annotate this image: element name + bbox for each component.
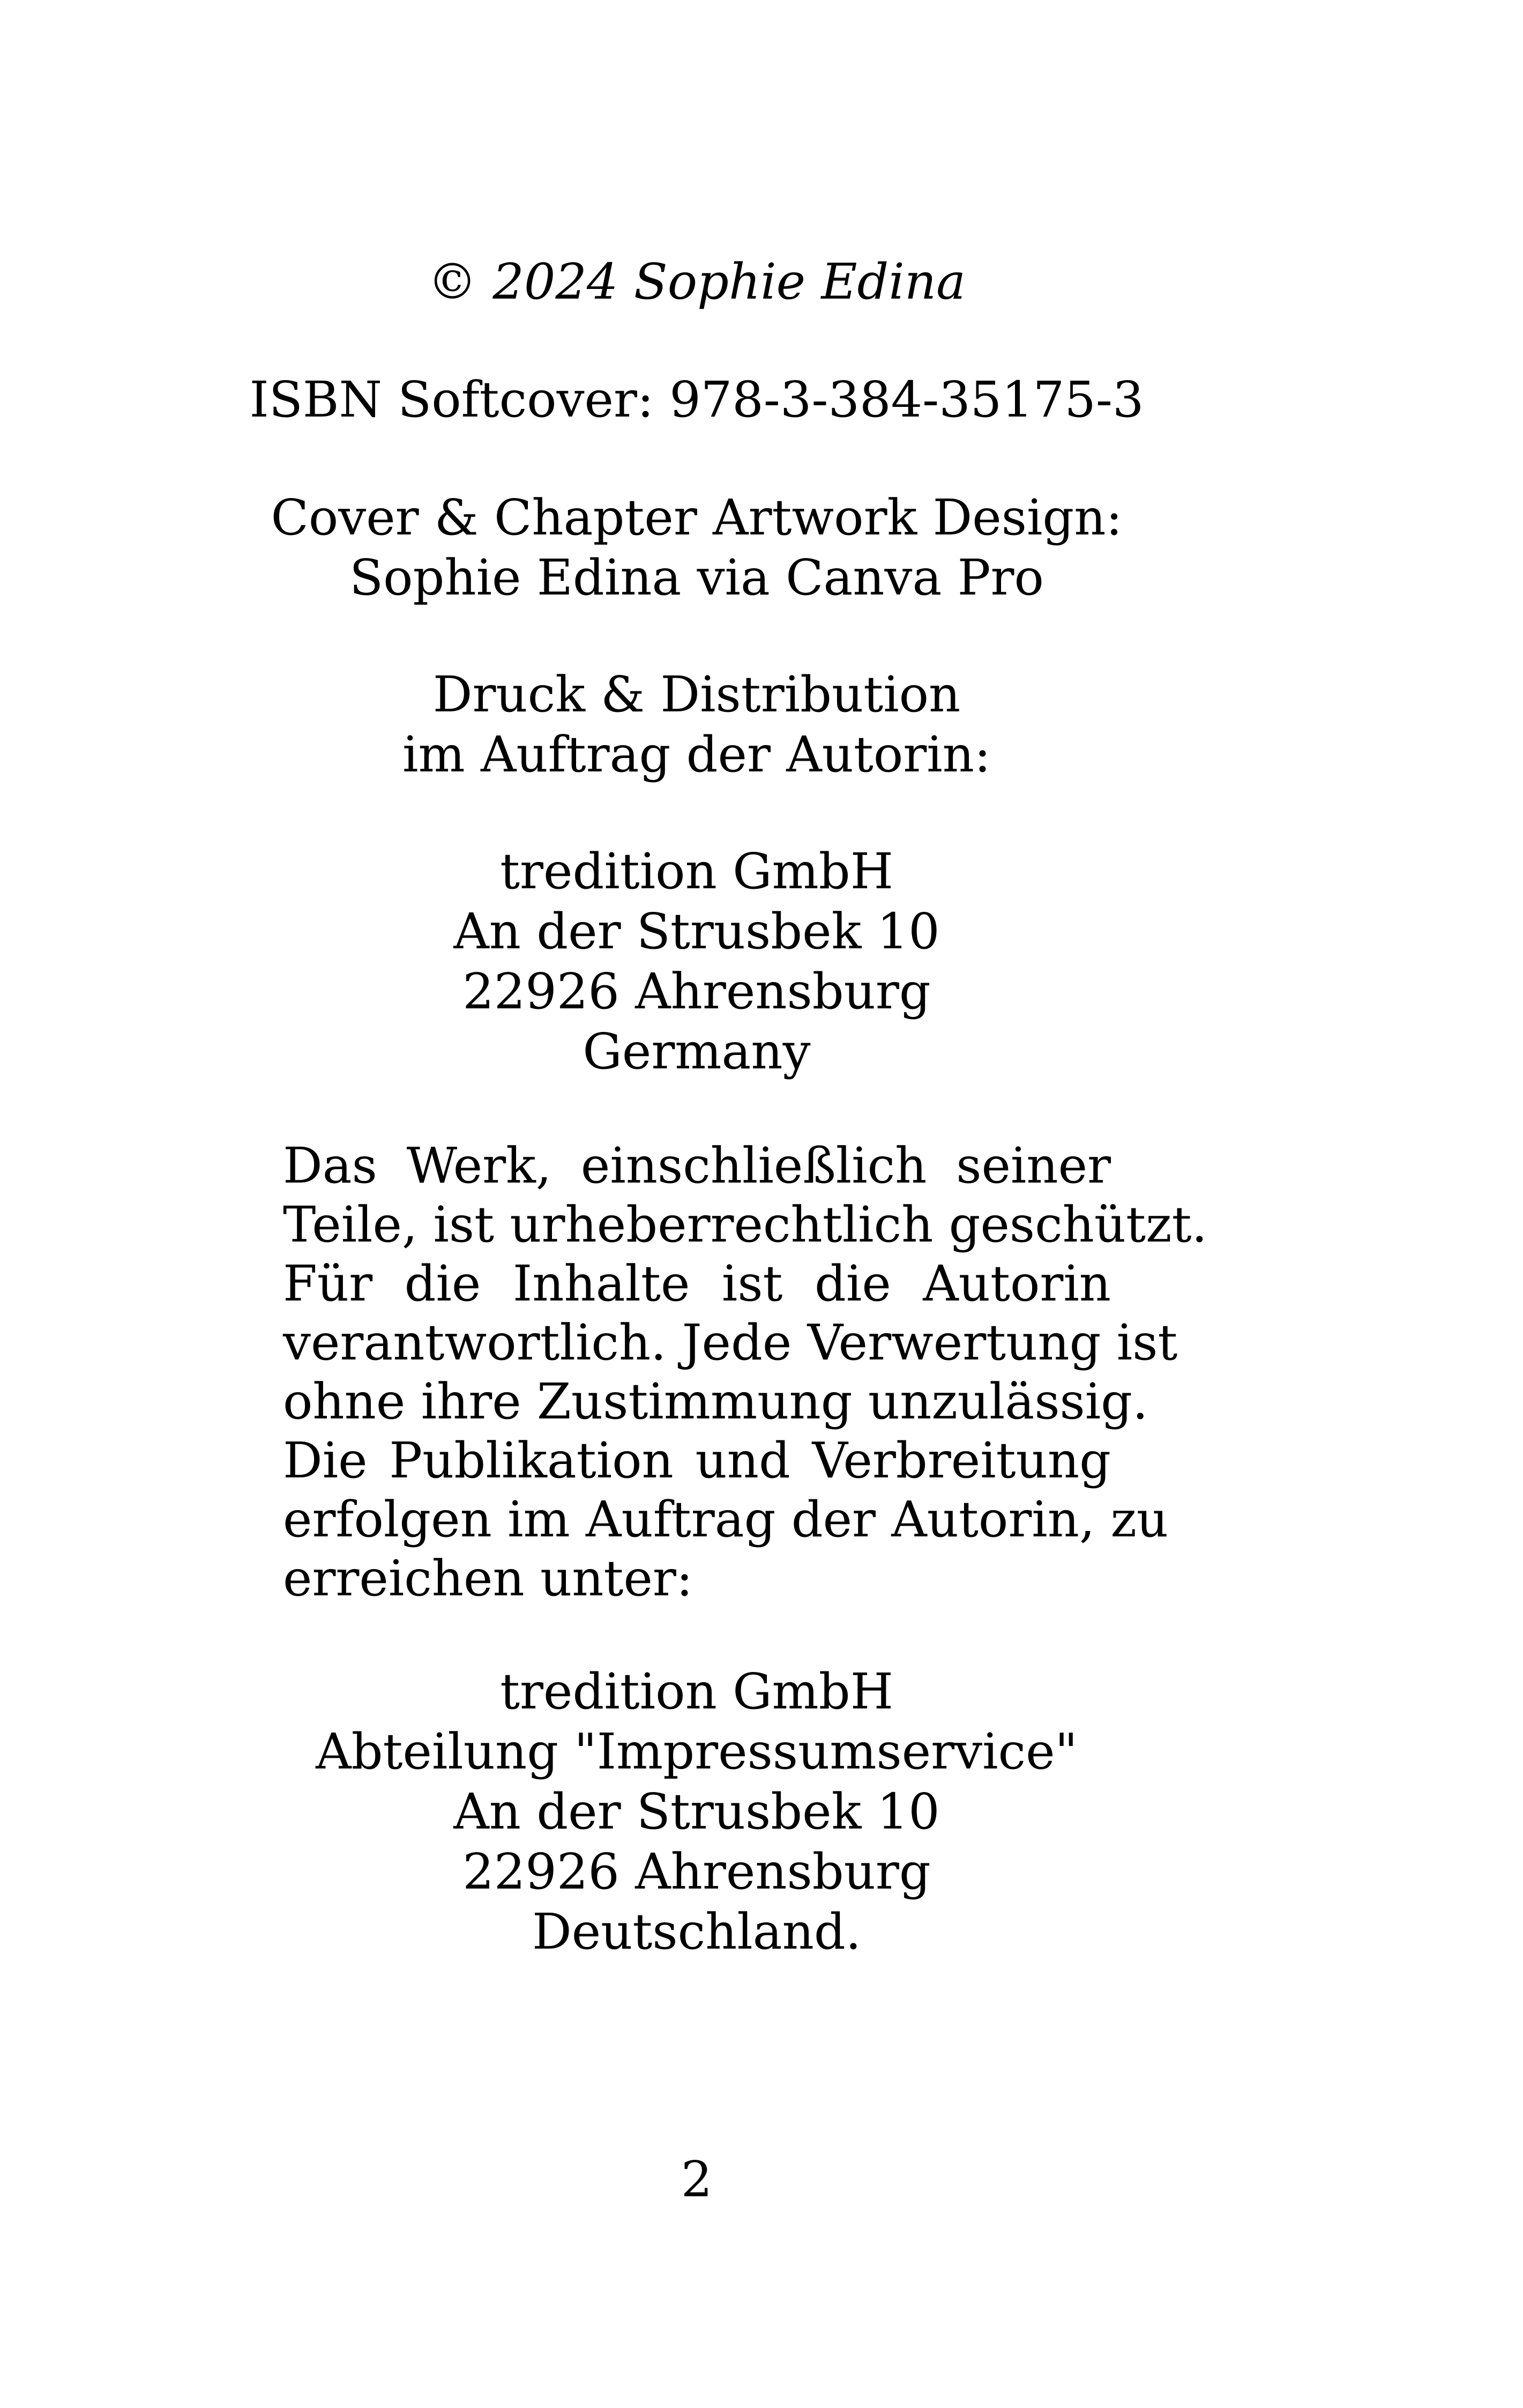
copyright-line xyxy=(0,252,1393,312)
imprint-city: 22926 Ahrensburg xyxy=(462,1843,931,1900)
publisher-city: 22926 Ahrensburg xyxy=(462,963,931,1020)
imprint-street: An der Strusbek 10 xyxy=(453,1783,940,1840)
cover-credit-line-1: Cover & Chapter Artwork Design: xyxy=(271,489,1123,546)
imprint-address xyxy=(0,1662,1393,1962)
legal-notice-line: Das Werk, einschließlich seiner xyxy=(283,1137,1111,1194)
legal-notice xyxy=(283,1136,1207,1608)
page-number: 2 xyxy=(681,2151,713,2208)
legal-notice-line: Teile, ist urheberrechtlich geschützt. xyxy=(283,1196,1207,1253)
isbn-text: ISBN Softcover: 978-3-384-35175-3 xyxy=(249,371,1144,428)
legal-notice-line: erfolgen im Auftrag der Autorin, zu xyxy=(283,1491,1169,1548)
copyright-symbol: © xyxy=(428,253,477,310)
isbn-line xyxy=(0,370,1393,430)
publisher-address xyxy=(0,842,1393,1082)
distribution-note xyxy=(0,665,1393,785)
legal-notice-line: Für die Inhalte ist die Autorin xyxy=(283,1255,1111,1312)
legal-notice-line: erreichen unter: xyxy=(283,1550,693,1607)
distribution-line-1: Druck & Distribution xyxy=(432,666,961,723)
cover-credit xyxy=(0,488,1393,608)
publisher-name: tredition GmbH xyxy=(500,843,893,900)
legal-notice-line: Die Publikation und Verbreitung xyxy=(283,1432,1111,1489)
cover-credit-line-2: Sophie Edina via Canva Pro xyxy=(349,549,1044,606)
legal-notice-line: verantwortlich. Jede Verwertung ist xyxy=(283,1314,1178,1371)
publisher-country: Germany xyxy=(583,1023,811,1080)
imprint-name: tredition GmbH xyxy=(500,1663,893,1720)
distribution-line-2: im Auftrag der Autorin: xyxy=(402,726,991,783)
legal-notice-line: ohne ihre Zustimmung unzulässig. xyxy=(283,1373,1148,1430)
copyright-text: 2024 Sophie Edina xyxy=(492,253,966,310)
imprint-country: Deutschland. xyxy=(532,1903,862,1960)
publisher-street: An der Strusbek 10 xyxy=(453,903,940,960)
imprint-department: Abteilung "Impressumservice" xyxy=(316,1723,1078,1780)
